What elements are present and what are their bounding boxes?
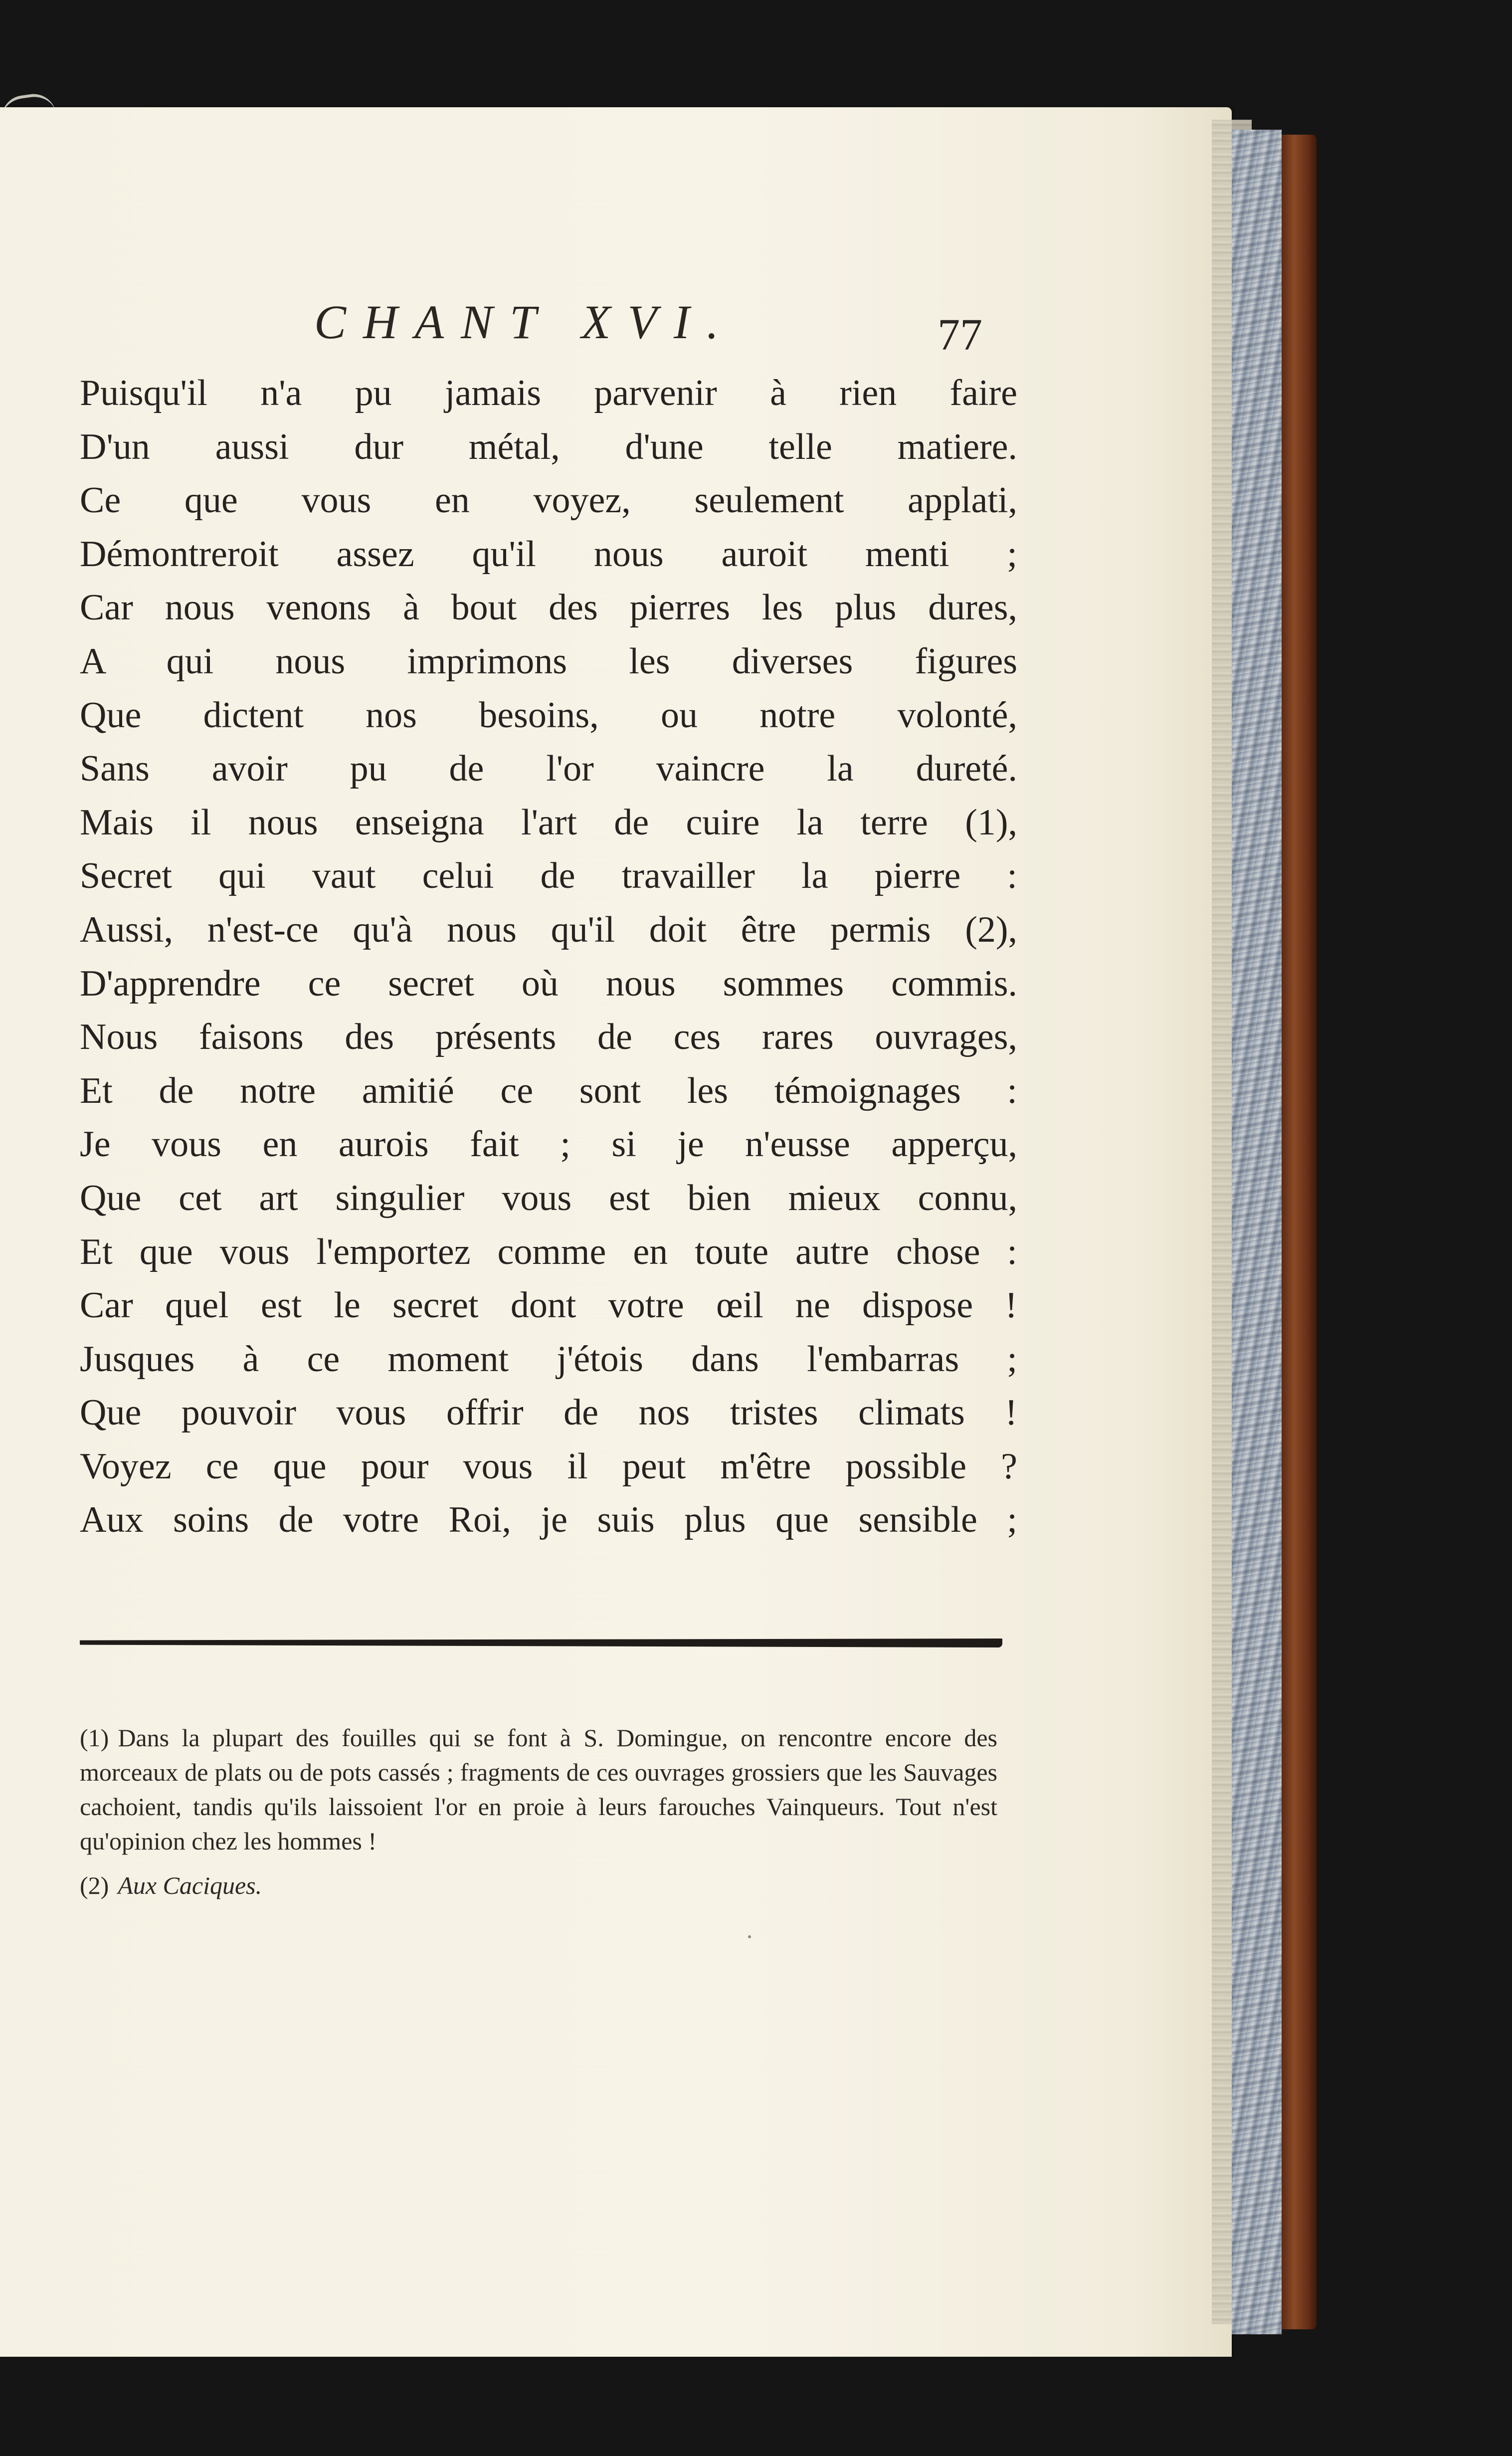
verse-line: Que pouvoir vous offrir de nos tristes climats ! [80,1392,1017,1433]
verse-line: Que cet art singulier vous est bien mieux connu, [80,1177,1017,1219]
verse-line: Voyez ce que pour vous il peut m'être possible ? [80,1445,1017,1487]
leather-spine [1282,135,1317,2329]
verse-line: A qui nous imprimons les diverses figures [80,640,1017,682]
verse-line: Secret qui vaut celui de travailler la pierre : [80,855,1017,897]
verse-line: Ce que vous en voyez, seulement applati, [80,480,1017,521]
footnote-text: Dans la plupart des fouilles qui se font à S. Domingue, on rencontre encore des morceaux de plats ou de pots cassés ; fragments de ces ouvrages grossiers que les Sauvages cachoient, tandis qu'ils laissoient l'or en proie à leurs farouches Vainqueurs. Tout n'est qu'opinion chez les hommes ! [80,1724,997,1855]
footnotes [80,1721,997,1903]
verse-line: D'un aussi dur métal, d'une telle matiere. [80,426,1017,467]
running-head: CHANT XVI. [314,295,736,349]
marbled-edge [1232,130,1282,2334]
verse-line: Et que vous l'emportez comme en toute autre chose : [80,1231,1017,1272]
verse-line: Puisqu'il n'a pu jamais parvenir à rien faire [80,373,1017,413]
verse-block [80,367,1017,1547]
verse-line: Que dictent nos besoins, ou notre volonté, [80,694,1017,736]
verse-line: Sans avoir pu de l'or vaincre la dureté. [80,748,1017,790]
verse-line: Aux soins de votre Roi, je suis plus que sensible ; [80,1499,1017,1541]
verse-line: Jusques à ce moment j'étois dans l'embarras ; [80,1338,1017,1380]
verse-line: Démontreroit assez qu'il nous auroit menti ; [80,533,1017,575]
verse-line: Mais il nous enseigna l'art de cuire la terre (1), [80,802,1017,843]
ink-speck [748,1935,751,1938]
verse-line: Aussi, n'est-ce qu'à nous qu'il doit être permis (2), [80,909,1017,950]
footnote-text: Aux Caciques. [118,1871,262,1899]
verse-line: Car quel est le secret dont votre œil ne dispose ! [80,1285,1017,1326]
verse-line: Et de notre amitié ce sont les témoignages : [80,1070,1017,1111]
footnote-marker: (2) [80,1871,109,1899]
verse-line: Car nous venons à bout des pierres les plus dures, [80,587,1017,628]
verse-line: Nous faisons des présents de ces rares ouvrages, [80,1017,1017,1058]
footnote-1 [80,1721,997,1858]
footnote-marker: (1) [80,1724,109,1752]
page-number: 77 [938,310,982,360]
verse-line: D'apprendre ce secret où nous sommes commis. [80,963,1017,1004]
footnote-2 [80,1868,997,1903]
verse-line: Je vous en aurois fait ; si je n'eusse apperçu, [80,1124,1017,1165]
